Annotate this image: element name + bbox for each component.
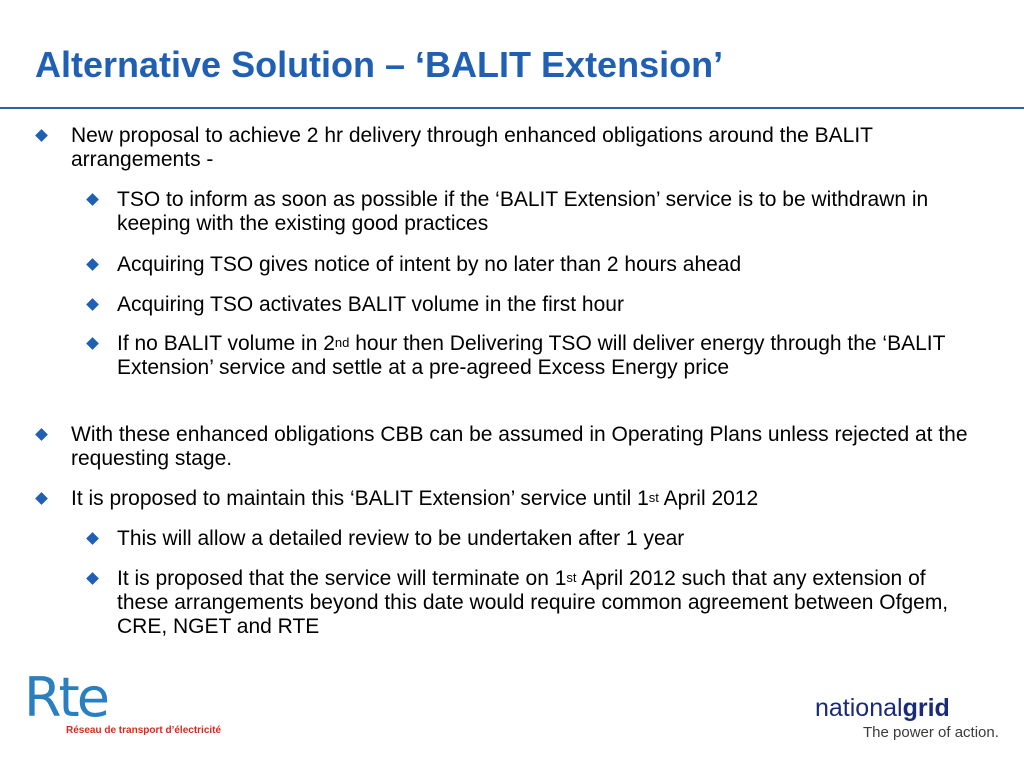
title-divider [0,107,1024,109]
bullet-text: If no BALIT volume in 2nd hour then Delivering TSO will deliver energy through the ‘BALIT Extension’ service and settle at a pre-agreed Excess Energy price [117,332,946,379]
bullet-l2-tso-inform [117,188,977,236]
bullet-l2-no-balit-volume [117,332,977,380]
bullet-l2-notice-of-intent [117,253,977,277]
rte-logo [24,668,264,748]
bullet-text: Acquiring TSO gives notice of intent by no later than 2 hours ahead [117,253,742,276]
diamond-bullet-icon [35,428,48,441]
diamond-bullet-icon [35,129,48,142]
rte-logo-mark-icon [24,668,134,724]
bullet-l2-detailed-review [117,527,977,551]
national-grid-logo [815,695,1015,750]
diamond-bullet-icon [86,532,99,545]
svg-text:Rte: Rte [24,668,107,724]
bullet-text: This will allow a detailed review to be undertaken after 1 year [117,527,685,550]
bullet-text: With these enhanced obligations CBB can be assumed in Operating Plans unless rejected at the requesting stage. [71,423,968,470]
diamond-bullet-icon [86,572,99,585]
bullet-text: New proposal to achieve 2 hr delivery through enhanced obligations around the BALIT arrangements - [71,124,873,171]
diamond-bullet-icon [86,337,99,350]
diamond-bullet-icon [86,258,99,271]
slide-title: Alternative Solution – ‘BALIT Extension’ [35,44,724,85]
national-grid-tagline: The power of action. [863,724,999,741]
bullet-text: It is proposed that the service will terminate on 1st April 2012 such that any extension of these arrangements beyond this date would require common agreement between Ofgem, CRE, NGET and RTE [117,567,949,638]
bullet-l1-maintain-service [71,487,981,511]
bullet-l1-enhanced-obligations [71,423,981,471]
diamond-bullet-icon [86,193,99,206]
rte-tagline: Réseau de transport d’électricité [66,725,222,736]
bullet-text: Acquiring TSO activates BALIT volume in the first hour [117,293,624,316]
diamond-bullet-icon [35,492,48,505]
bullet-text: TSO to inform as soon as possible if the ‘BALIT Extension’ service is to be withdrawn in keeping with the existing good practices [117,188,929,235]
bullet-l1-new-proposal [71,124,981,172]
diamond-bullet-icon [86,298,99,311]
bullet-text: It is proposed to maintain this ‘BALIT Extension’ service until 1st April 2012 [71,487,759,510]
bullet-l2-terminate [117,567,977,639]
national-grid-wordmark: nationalgrid [815,694,950,722]
bullet-l2-activates-volume [117,293,977,317]
